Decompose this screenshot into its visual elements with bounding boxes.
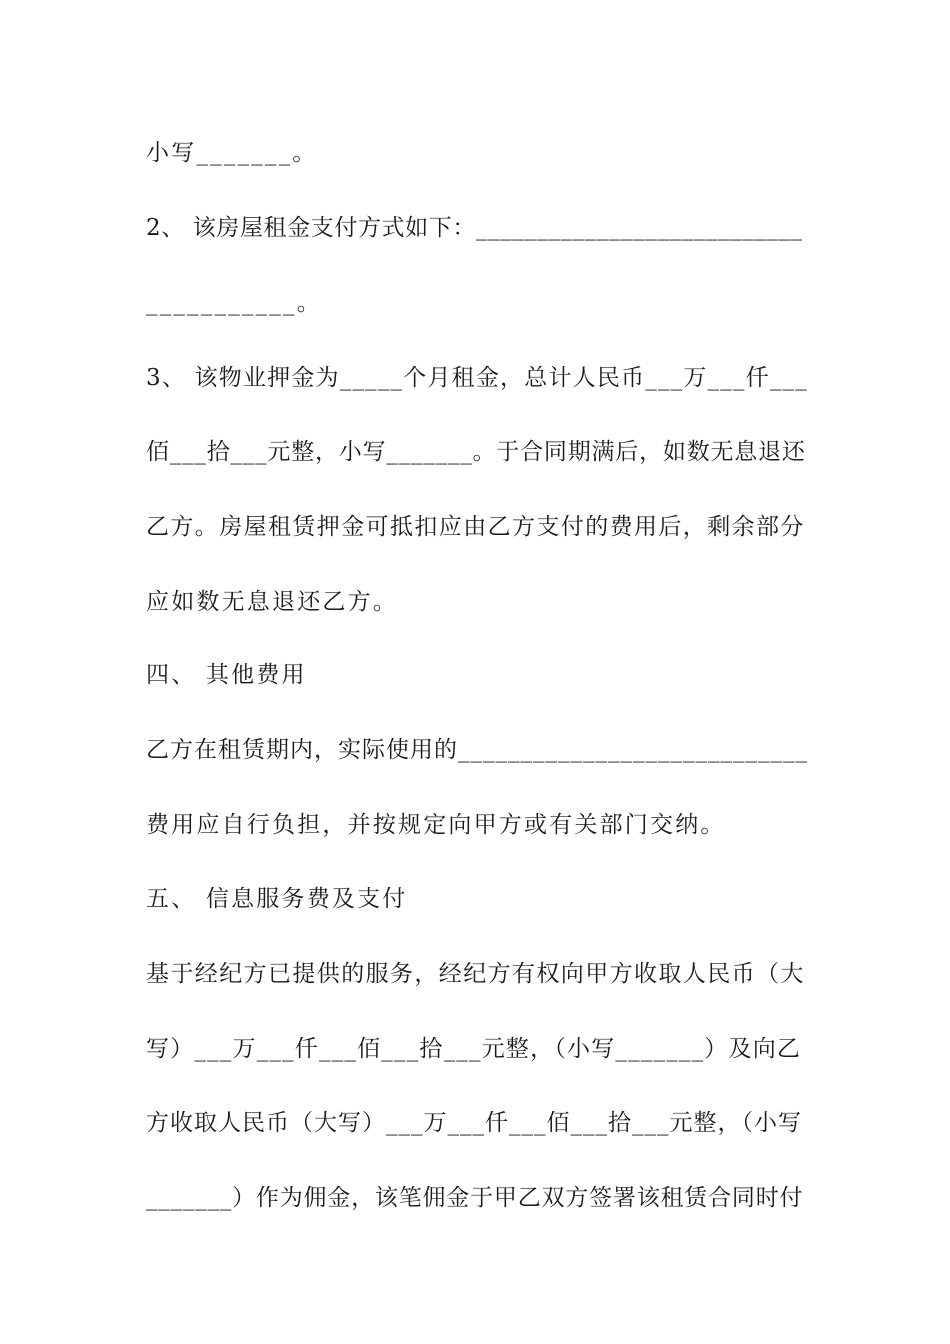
text-line: 2、 该房屋租金支付方式如下：___________________________ bbox=[146, 215, 803, 241]
text-line: _______）作为佣金，该笔佣金于甲乙双方签署该租赁合同时付 bbox=[146, 1185, 804, 1211]
text-line: 应如数无息退还乙方。 bbox=[146, 589, 398, 615]
section-heading: 四、 其他费用 bbox=[146, 662, 307, 688]
text-line: 费用应自行负担，并按规定向甲方或有关部门交纳。 bbox=[146, 812, 726, 838]
text-line: 小写_______。 bbox=[146, 140, 318, 166]
text-line: 3、 该物业押金为_____个月租金，总计人民币___万___仟___ bbox=[146, 365, 808, 391]
section-heading: 五、 信息服务费及支付 bbox=[146, 886, 408, 912]
text-line: 方收取人民币（大写）___万___仟___佰___拾___元整，（小写 bbox=[146, 1110, 802, 1136]
text-line: 基于经纪方已提供的服务，经纪方有权向甲方收取人民币（大 bbox=[146, 961, 805, 987]
text-line: 佰___拾___元整，小写_______。于合同期满后，如数无息退还 bbox=[146, 439, 806, 465]
text-line: ___________。 bbox=[146, 290, 322, 316]
text-line: 乙方。房屋租赁押金可抵扣应由乙方支付的费用后，剩余部分 bbox=[146, 514, 805, 540]
text-line: 乙方在租赁期内，实际使用的____________________________ bbox=[146, 737, 808, 763]
text-line: 写）___万___仟___佰___拾___元整，（小写_______）及向乙 bbox=[146, 1036, 802, 1062]
